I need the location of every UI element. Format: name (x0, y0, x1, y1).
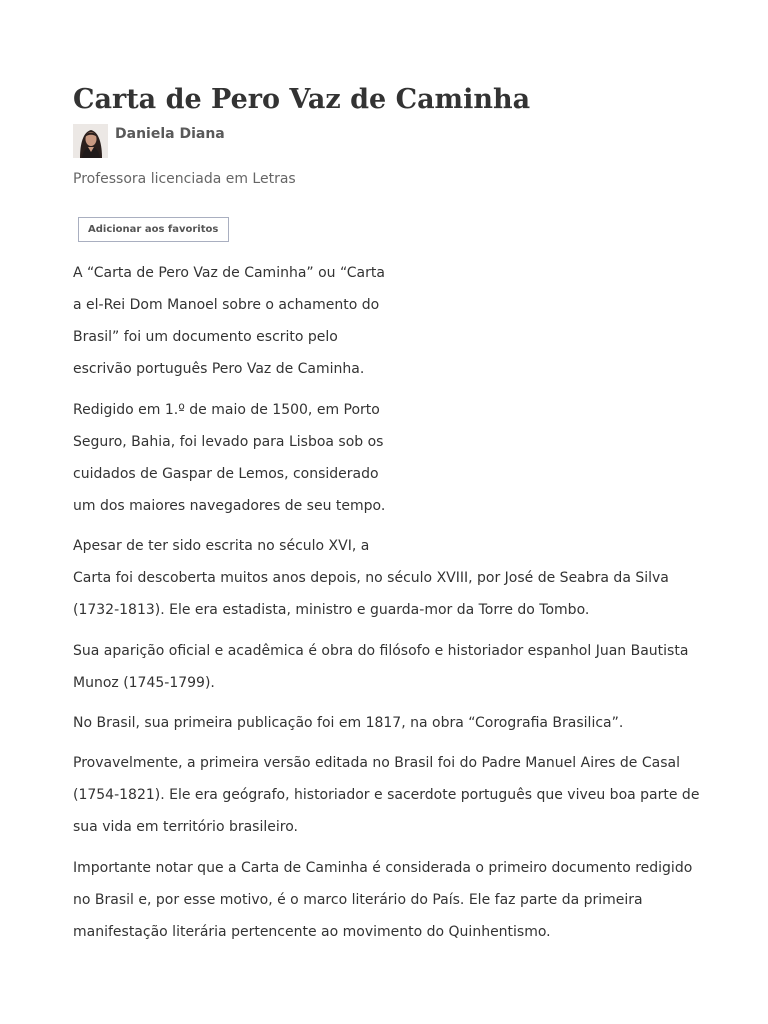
paragraph-line: Munoz (1745-1799). (73, 675, 215, 691)
add-to-favorites-button[interactable]: Adicionar aos favoritos (78, 217, 229, 242)
author-block (73, 124, 225, 158)
paragraph-line: Redigido em 1.º de maio de 1500, em Porto (73, 402, 380, 418)
paragraph-line: Provavelmente, a primeira versão editada no Brasil foi do Padre Manuel Aires de Casal (73, 755, 680, 771)
paragraph (73, 530, 669, 626)
paragraph (73, 747, 699, 843)
paragraph (73, 852, 692, 948)
paragraph-line: cuidados de Gaspar de Lemos, considerado (73, 466, 379, 482)
paragraph-line: A “Carta de Pero Vaz de Caminha” ou “Carta (73, 265, 385, 281)
paragraph (73, 707, 623, 739)
avatar[interactable] (73, 124, 108, 158)
paragraph-line: Seguro, Bahia, foi levado para Lisboa sob os (73, 434, 384, 450)
paragraph-line: no Brasil e, por esse motivo, é o marco literário do País. Ele faz parte da primeira (73, 892, 643, 908)
paragraph-line: Brasil” foi um documento escrito pelo (73, 329, 338, 345)
author-photo-icon (73, 124, 108, 158)
paragraph-line: (1732-1813). Ele era estadista, ministro e guarda-mor da Torre do Tombo. (73, 602, 590, 618)
paragraph (73, 257, 385, 385)
paragraph-line: (1754-1821). Ele era geógrafo, historiador e sacerdote português que viveu boa parte de (73, 787, 700, 803)
paragraph-line: a el-Rei Dom Manoel sobre o achamento do (73, 297, 380, 313)
paragraph-line: No Brasil, sua primeira publicação foi em 1817, na obra “Corografia Brasilica”. (73, 715, 624, 731)
paragraph-line: sua vida em território brasileiro. (73, 819, 298, 835)
author-role: Professora licenciada em Letras (73, 171, 296, 187)
author-name[interactable]: Daniela Diana (115, 126, 225, 142)
paragraph-line: Carta foi descoberta muitos anos depois, no século XVIII, por José de Seabra da Silva (73, 570, 669, 586)
paragraph-line: Sua aparição oficial e acadêmica é obra do filósofo e historiador espanhol Juan Bautista (73, 643, 689, 659)
paragraph (73, 635, 688, 699)
paragraph (73, 394, 385, 522)
paragraph-line: manifestação literária pertencente ao movimento do Quinhentismo. (73, 924, 551, 940)
paragraph-line: escrivão português Pero Vaz de Caminha. (73, 361, 365, 377)
paragraph-line: Importante notar que a Carta de Caminha é considerada o primeiro documento redigido (73, 860, 693, 876)
page-title: Carta de Pero Vaz de Caminha (73, 84, 531, 115)
paragraph-line: Apesar de ter sido escrita no século XVI, a (73, 538, 370, 554)
paragraph-line: um dos maiores navegadores de seu tempo. (73, 498, 386, 514)
